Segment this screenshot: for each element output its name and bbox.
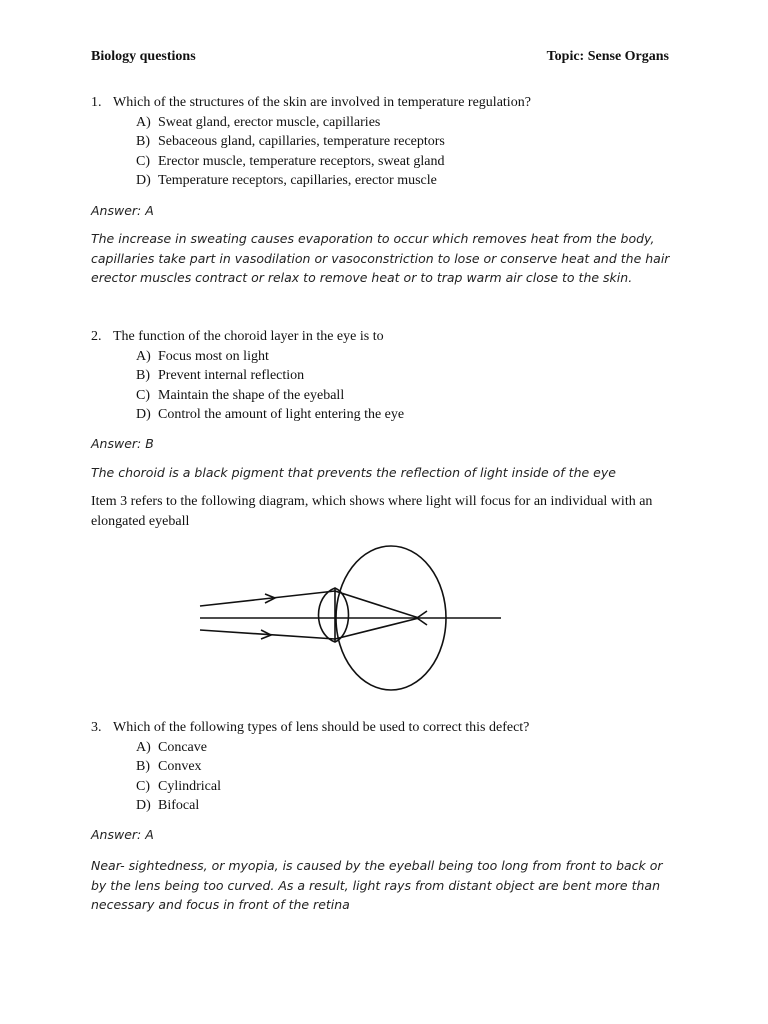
option-text: Maintain the shape of the eyeball bbox=[158, 387, 345, 403]
option-text: Control the amount of light entering the eye bbox=[158, 407, 405, 422]
option-b bbox=[136, 757, 671, 777]
topic-label: Topic: Sense Organs bbox=[546, 49, 669, 64]
incoming-ray-bottom bbox=[200, 630, 335, 639]
answer-1: Answer: A bbox=[91, 203, 154, 218]
question-number: 1. bbox=[91, 95, 102, 110]
document-title: Biology questions bbox=[91, 49, 196, 64]
options-list bbox=[91, 738, 671, 816]
option-text: Bifocal bbox=[158, 798, 200, 813]
option-text: Concave bbox=[158, 739, 207, 755]
option-text: Cylindrical bbox=[158, 778, 221, 794]
option-letter: C) bbox=[136, 153, 150, 169]
question-1 bbox=[91, 93, 671, 191]
option-d bbox=[136, 405, 671, 425]
option-c bbox=[136, 152, 671, 172]
option-text: Sweat gland, erector muscle, capillaries bbox=[158, 114, 381, 130]
option-text: Focus most on light bbox=[158, 348, 269, 364]
option-text: Erector muscle, temperature receptors, sweat gland bbox=[158, 153, 445, 169]
option-b bbox=[136, 132, 671, 152]
option-letter: A) bbox=[136, 348, 151, 364]
explanation-2: The choroid is a black pigment that prevents the reflection of light inside of the eye bbox=[91, 465, 616, 480]
option-text: Temperature receptors, capillaries, erector muscle bbox=[158, 173, 437, 188]
question-text: Which of the following types of lens should be used to correct this defect? bbox=[113, 720, 530, 735]
option-a bbox=[136, 738, 671, 758]
options-list bbox=[91, 347, 671, 425]
option-letter: A) bbox=[136, 739, 151, 755]
option-letter: C) bbox=[136, 387, 150, 403]
question-3 bbox=[91, 718, 671, 816]
option-b bbox=[136, 366, 671, 386]
question-2 bbox=[91, 327, 671, 425]
option-letter: A) bbox=[136, 114, 151, 130]
question-text: Which of the structures of the skin are involved in temperature regulation? bbox=[113, 95, 531, 110]
eye-diagram bbox=[195, 542, 505, 692]
question-text: The function of the choroid layer in the eye is to bbox=[113, 329, 384, 344]
option-letter: B) bbox=[136, 134, 150, 149]
explanation-3: Near- sightedness, or myopia, is caused by the eyeball being too long from front to back or by the lens being too curved. As a result, light rays from distant object are bent more than necessary and focus in front of the retina bbox=[91, 858, 663, 912]
page-header bbox=[91, 47, 669, 67]
option-text: Prevent internal reflection bbox=[158, 368, 305, 383]
option-d bbox=[136, 171, 671, 191]
option-c bbox=[136, 386, 671, 406]
option-text: Sebaceous gland, capillaries, temperature receptors bbox=[158, 134, 445, 149]
answer-2: Answer: B bbox=[91, 436, 154, 451]
option-d bbox=[136, 796, 671, 816]
option-a bbox=[136, 113, 671, 133]
question-number: 2. bbox=[91, 329, 102, 344]
explanation-1: The increase in sweating causes evaporation to occur which removes heat from the body, capillaries take part in vasodilation or vasoconstriction to lose or conserve heat and the hair erector muscles contract or relax to remove heat or to trap warm air close to the skin. bbox=[91, 231, 670, 285]
option-letter: B) bbox=[136, 759, 150, 774]
answer-3: Answer: A bbox=[91, 827, 154, 842]
lens-outline bbox=[319, 588, 349, 642]
option-a bbox=[136, 347, 671, 367]
option-letter: D) bbox=[136, 798, 151, 813]
option-text: Convex bbox=[158, 759, 202, 774]
options-list bbox=[91, 113, 671, 191]
option-letter: B) bbox=[136, 368, 150, 383]
option-letter: C) bbox=[136, 778, 150, 794]
option-letter: D) bbox=[136, 407, 151, 422]
incoming-ray-top bbox=[200, 591, 335, 606]
option-c bbox=[136, 777, 671, 797]
option-letter: D) bbox=[136, 173, 151, 188]
question-number: 3. bbox=[91, 720, 102, 735]
item3-intro: Item 3 refers to the following diagram, which shows where light will focus for an individual with an elongated eyeball bbox=[91, 494, 653, 529]
